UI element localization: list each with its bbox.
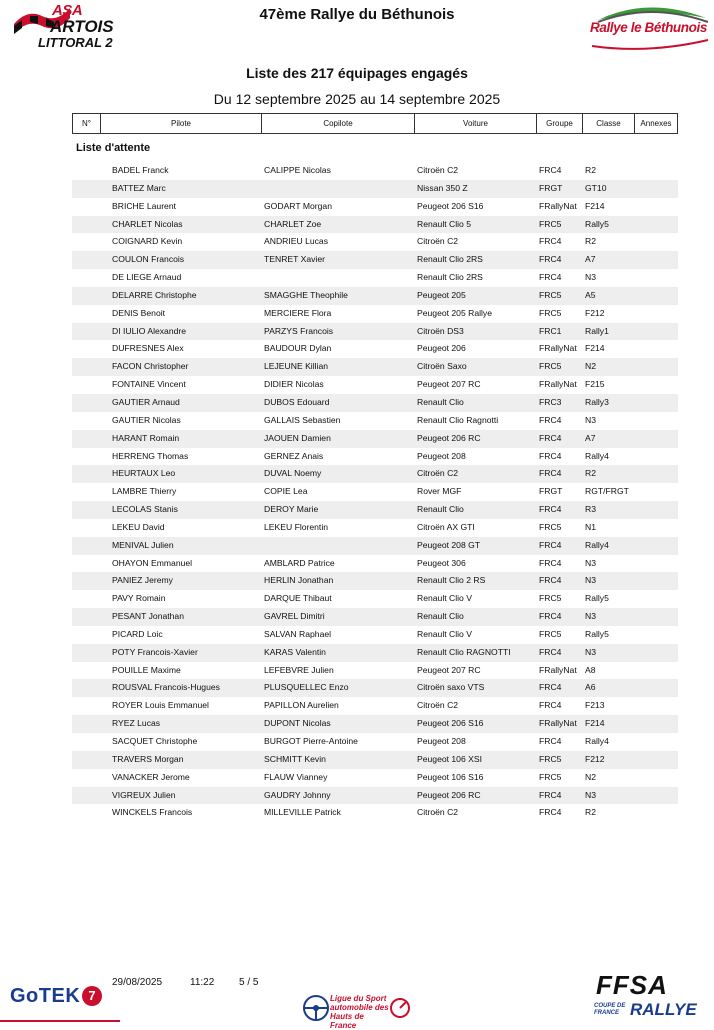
voiture-cell: Renault Clio RAGNOTTI [417,646,511,657]
table-row [72,644,678,662]
voiture-cell: Citroën C2 [417,700,459,711]
table-row [72,269,678,287]
groupe-cell: FRC4 [539,682,562,693]
voiture-cell: Renault Clio Ragnotti [417,414,499,425]
col-copilote: Copilote [262,114,415,133]
classe-cell: GT10 [585,182,607,193]
voiture-cell: Renault Clio V [417,593,472,604]
copilote-cell: DUPONT Nicolas [264,718,331,729]
copilote-cell: ANDRIEU Lucas [264,236,328,247]
voiture-cell: Peugeot 106 S16 [417,771,484,782]
classe-cell: F212 [585,753,605,764]
section-title: Liste d'attente [76,142,151,154]
voiture-cell: Renault Clio [417,611,464,622]
classe-cell: Rally3 [585,396,609,407]
pilote-cell: DENIS Benoit [112,307,166,318]
groupe-cell: FRallyNat [539,718,577,729]
groupe-cell: FRC4 [539,468,562,479]
page-number: 5 / 5 [239,977,259,988]
table-row [72,590,678,608]
voiture-cell: Citroën DS3 [417,325,464,336]
pilote-cell: PICARD Loic [112,628,163,639]
pilote-cell: BADEL Franck [112,165,169,175]
pilote-cell: OHAYON Emmanuel [112,557,193,568]
copilote-cell: GAUDRY Johnny [264,789,331,800]
col-classe: Classe [583,114,635,133]
classe-cell: Rally5 [585,593,609,604]
voiture-cell: Renault Clio V [417,628,472,639]
voiture-cell: Peugeot 206 RC [417,789,481,800]
classe-cell: N3 [585,272,596,283]
pilote-cell: WINCKELS Francois [112,807,193,818]
classe-cell: N2 [585,771,596,782]
gotek-underline [0,1020,120,1022]
copilote-cell: DUBOS Edouard [264,396,330,407]
groupe-cell: FRC4 [539,611,562,622]
col-voiture: Voiture [415,114,537,133]
pilote-cell: MENIVAL Julien [112,539,174,550]
classe-cell: F212 [585,307,605,318]
pilote-cell: POUILLE Maxime [112,664,181,675]
copilote-cell: PARZYS Francois [264,325,334,336]
classe-cell: F214 [585,343,605,354]
classe-cell: A8 [585,664,596,675]
groupe-cell: FRC4 [539,736,562,746]
groupe-cell: FRC4 [539,646,562,657]
gotek-text: GoTEK [10,985,81,1007]
groupe-cell: FRC4 [539,539,562,550]
pilote-cell: HERRENG Thomas [112,450,189,461]
voiture-cell: Nissan 350 Z [417,182,468,193]
copilote-cell: TENRET Xavier [264,254,325,265]
print-date: 29/08/2025 [112,977,163,988]
classe-cell: R3 [585,504,596,515]
voiture-cell: Peugeot 208 GT [417,539,481,550]
classe-cell: F213 [585,700,605,711]
voiture-cell: Citroën C2 [417,236,459,247]
copilote-cell: MERCIERE Flora [264,307,332,318]
groupe-cell: FRC4 [539,254,562,265]
table-row [72,198,678,216]
pilote-cell: HEURTAUX Leo [112,468,176,479]
table-row [72,358,678,376]
table-row [72,287,678,305]
pilote-cell: PESANT Jonathan [112,611,184,622]
groupe-cell: FRC4 [539,700,562,711]
copilote-cell: DIDIER Nicolas [264,379,324,390]
copilote-cell: GALLAIS Sebastien [264,414,341,425]
classe-cell: N3 [585,789,596,800]
table-row [72,715,678,733]
copilote-cell: FLAUW Vianney [264,771,328,782]
table-row [72,662,678,680]
groupe-cell: FRallyNat [539,200,577,211]
table-row [72,537,678,555]
classe-cell: R2 [585,165,596,175]
table-row [72,608,678,626]
classe-cell: Rally4 [585,539,609,550]
voiture-cell: Peugeot 206 RC [417,432,481,443]
rallye-text: RALLYE [630,1000,697,1019]
pilote-cell: CHARLET Nicolas [112,218,183,229]
copilote-cell: BURGOT Pierre-Antoine [264,736,358,746]
pilote-cell: DUFRESNES Alex [112,343,184,354]
copilote-cell: DUVAL Noemy [264,468,322,479]
groupe-cell: FRC5 [539,289,562,300]
groupe-cell: FRC1 [539,325,562,336]
coupe-text: COUPE DE FRANCE [594,1003,626,1016]
voiture-cell: Peugeot 206 [417,343,466,354]
ffsa-text: FFSA [596,970,668,1000]
table-row [72,162,678,180]
voiture-cell: Renault Clio [417,504,464,515]
voiture-cell: Peugeot 207 RC [417,379,481,390]
groupe-cell: FRGT [539,486,563,497]
voiture-cell: Citroën Saxo [417,361,467,372]
copilote-cell: KARAS Valentin [264,646,326,657]
voiture-cell: Citroën C2 [417,165,459,175]
copilote-cell: MILLEVILLE Patrick [264,807,341,818]
classe-cell: A6 [585,682,596,693]
groupe-cell: FRC4 [539,807,562,818]
classe-cell: F215 [585,379,605,390]
copilote-cell: PLUSQUELLEC Enzo [264,682,349,693]
copilote-cell: JAOUEN Damien [264,432,331,443]
pilote-cell: SACQUET Christophe [112,736,198,746]
classe-cell: Rally4 [585,450,609,461]
classe-cell: A5 [585,289,596,300]
col-annexes: Annexes [640,119,672,128]
pilote-cell: GAUTIER Nicolas [112,414,181,425]
voiture-cell: Peugeot 106 XSI [417,753,482,764]
classe-cell: Rally5 [585,218,609,229]
copilote-cell: DEROY Marie [264,504,319,515]
classe-cell: Rally5 [585,628,609,639]
voiture-cell: Peugeot 206 S16 [417,200,484,211]
groupe-cell: FRC4 [539,432,562,443]
table-header [72,113,678,134]
table-row [72,697,678,715]
pilote-cell: PANIEZ Jeremy [112,575,173,586]
rallye-logo-text: Rallye le Béthunois [590,20,707,35]
voiture-cell: Rover MGF [417,486,462,497]
table-row [72,804,678,822]
table-row [72,323,678,341]
table-row [72,483,678,501]
classe-cell: Rally4 [585,736,609,746]
pilote-cell: FACON Christopher [112,361,189,372]
table-row [72,787,678,805]
copilote-cell: AMBLARD Patrice [264,557,335,568]
classe-cell: F214 [585,718,605,729]
groupe-cell: FRC4 [539,236,562,247]
ligue-text: Ligue du Sport automobile des Hauts de France [330,994,389,1030]
pilote-cell: LAMBRE Thierry [112,486,177,497]
voiture-cell: Peugeot 306 [417,557,466,568]
voiture-cell: Renault Clio 5 [417,218,471,229]
table-row [72,733,678,751]
pilote-cell: PAVY Romain [112,593,166,604]
gotek-logo [10,985,102,1008]
table-row [72,233,678,251]
table-row [72,394,678,412]
groupe-cell: FRC4 [539,504,562,515]
pilote-cell: FONTAINE Vincent [112,379,186,390]
table-row [72,448,678,466]
classe-cell: A7 [585,432,596,443]
subtitle-dates: Du 12 septembre 2025 au 14 septembre 2025 [213,91,501,107]
groupe-cell: FRC5 [539,307,562,318]
print-time: 11:22 [190,977,215,988]
groupe-cell: FRC4 [539,414,562,425]
groupe-cell: FRC5 [539,521,562,532]
voiture-cell: Citroën C2 [417,807,459,818]
copilote-cell: LEJEUNE Killian [264,361,328,372]
table-row [72,572,678,590]
voiture-cell: Citroën AX GTI [417,521,475,532]
col-groupe: Groupe [537,114,583,133]
copilote-cell: LEFEBVRE Julien [264,664,334,675]
subtitle-list: Liste des 217 équipages engagés [246,65,468,81]
voiture-cell: Peugeot 205 Rallye [417,307,493,318]
groupe-cell: FRallyNat [539,343,577,354]
groupe-cell: FRC4 [539,165,562,175]
logo-line-3: LITTORAL 2 [38,35,113,50]
voiture-cell: Citroën saxo VTS [417,682,485,693]
pilote-cell: HARANT Romain [112,432,180,443]
classe-cell: N2 [585,361,596,372]
table-row [72,555,678,573]
pilote-cell: COULON Francois [112,254,185,265]
voiture-cell: Citroën C2 [417,468,459,479]
classe-cell: N3 [585,557,596,568]
classe-cell: Rally1 [585,325,609,336]
copilote-cell: DARQUE Thibaut [264,593,332,604]
gotek-seven-badge: 7 [82,986,102,1006]
pilote-cell: LECOLAS Stanis [112,504,178,515]
voiture-cell: Renault Clio [417,396,464,407]
pilote-cell: DI IULIO Alexandre [112,325,187,336]
classe-cell: N3 [585,414,596,425]
table-row [72,751,678,769]
table-row [72,251,678,269]
copilote-cell: SALVAN Raphael [264,628,332,639]
col-number: N° [73,114,101,133]
pilote-cell: COIGNARD Kevin [112,236,183,247]
pilote-cell: ROYER Louis Emmanuel [112,700,209,711]
logo-line-2: ARTOIS [50,17,114,36]
copilote-cell: SMAGGHE Theophile [264,289,348,300]
classe-cell: N3 [585,646,596,657]
pilote-cell: BATTEZ Marc [112,182,166,193]
copilote-cell: CALIPPE Nicolas [264,165,331,175]
groupe-cell: FRC4 [539,789,562,800]
voiture-cell: Peugeot 206 S16 [417,718,484,729]
copilote-cell: COPIE Lea [264,486,308,497]
table-row [72,376,678,394]
copilote-cell: GODART Morgan [264,200,332,211]
ligue-sport-logo [300,992,412,1030]
voiture-cell: Renault Clio 2RS [417,272,483,283]
groupe-cell: FRC4 [539,450,562,461]
classe-cell: N3 [585,575,596,586]
pilote-cell: RYEZ Lucas [112,718,161,729]
voiture-cell: Renault Clio 2RS [417,254,483,265]
table-row [72,180,678,198]
classe-cell: N3 [585,611,596,622]
ffsa-logo [594,970,710,1022]
entries-list [72,162,678,822]
copilote-cell: HERLIN Jonathan [264,575,334,586]
copilote-cell: GERNEZ Anais [264,450,324,461]
table-row [72,519,678,537]
groupe-cell: FRC4 [539,272,562,283]
classe-cell: R2 [585,236,596,247]
pilote-cell: BRICHE Laurent [112,200,177,211]
copilote-cell: CHARLET Zoe [264,218,322,229]
document-title: 47ème Rallye du Béthunois [259,6,455,23]
copilote-cell: GAVREL Dimitri [264,611,325,622]
pilote-cell: TRAVERS Morgan [112,753,184,764]
pilote-cell: LEKEU David [112,521,165,532]
copilote-cell: SCHMITT Kevin [264,753,326,764]
pilote-cell: DELARRE Christophe [112,289,197,300]
table-row [72,769,678,787]
groupe-cell: FRallyNat [539,379,577,390]
table-row [72,465,678,483]
col-pilote: Pilote [101,114,262,133]
groupe-cell: FRC4 [539,557,562,568]
classe-cell: R2 [585,807,596,818]
table-row [72,340,678,358]
groupe-cell: FRallyNat [539,664,577,675]
voiture-cell: Peugeot 208 [417,450,466,461]
copilote-cell: PAPILLON Aurelien [264,700,339,711]
groupe-cell: FRGT [539,182,563,193]
groupe-cell: FRC5 [539,361,562,372]
groupe-cell: FRC5 [539,628,562,639]
classe-cell: RGT/FRGT [585,486,629,497]
copilote-cell: BAUDOUR Dylan [264,343,332,354]
pilote-cell: VIGREUX Julien [112,789,176,800]
table-row [72,412,678,430]
table-row [72,679,678,697]
groupe-cell: FRC3 [539,396,562,407]
groupe-cell: FRC5 [539,771,562,782]
pilote-cell: ROUSVAL Francois-Hugues [112,682,220,693]
groupe-cell: FRC5 [539,593,562,604]
groupe-cell: FRC4 [539,575,562,586]
voiture-cell: Peugeot 205 [417,289,466,300]
groupe-cell: FRC5 [539,753,562,764]
table-row [72,305,678,323]
pilote-cell: VANACKER Jerome [112,771,190,782]
voiture-cell: Peugeot 208 [417,736,466,746]
table-row [72,501,678,519]
classe-cell: N1 [585,521,596,532]
groupe-cell: FRC5 [539,218,562,229]
voiture-cell: Renault Clio 2 RS [417,575,486,586]
table-row [72,216,678,234]
pilote-cell: POTY Francois-Xavier [112,646,198,657]
copilote-cell: LEKEU Florentin [264,521,329,532]
table-row [72,430,678,448]
pilote-cell: DE LIEGE Arnaud [112,272,182,283]
pilote-cell: GAUTIER Arnaud [112,396,180,407]
logo-line-1: ASA [52,2,83,19]
classe-cell: R2 [585,468,596,479]
voiture-cell: Peugeot 207 RC [417,664,481,675]
classe-cell: F214 [585,200,605,211]
rallye-bethunois-logo [588,2,712,50]
table-row [72,626,678,644]
classe-cell: A7 [585,254,596,265]
